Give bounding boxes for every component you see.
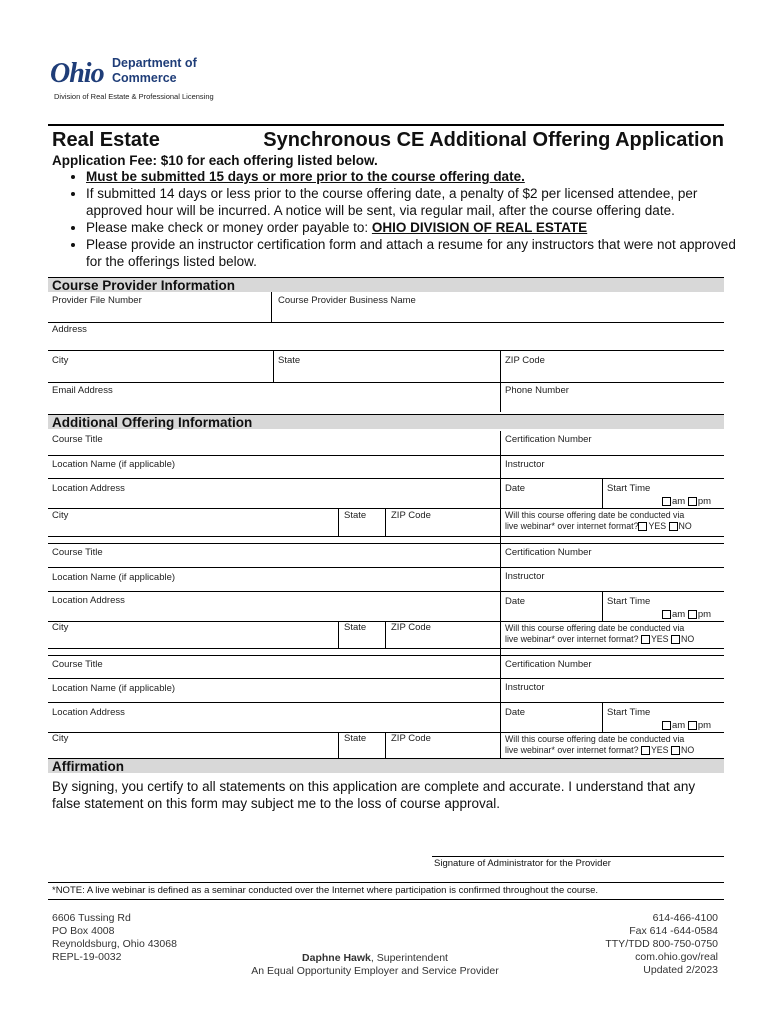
- offering-state-field[interactable]: State: [344, 622, 367, 633]
- form-id: REPL-19-0032: [52, 951, 122, 963]
- provider-zip-field[interactable]: ZIP Code: [505, 355, 545, 366]
- am-checkbox[interactable]: [662, 721, 671, 730]
- course-title-field[interactable]: Course Title: [52, 659, 103, 670]
- fax-number: Fax 614 -644-0584: [629, 925, 718, 937]
- start-time-field[interactable]: Start Time: [607, 707, 651, 718]
- tty-number: TTY/TDD 800-750-0750: [605, 938, 718, 950]
- instructor-field[interactable]: Instructor: [505, 682, 545, 693]
- instructor-field[interactable]: Instructor: [505, 459, 545, 470]
- address-field[interactable]: Address: [52, 324, 87, 335]
- pm-label: pm: [697, 496, 712, 507]
- provider-file-number-field[interactable]: Provider File Number: [52, 295, 142, 306]
- deadline-text: Must be submitted 15 days or more prior to the course offering date.: [86, 169, 525, 184]
- instruction-item: [86, 236, 746, 270]
- webinar-question: Will this course offering date be conducted via live webinar* over internet format? YES NO: [505, 623, 695, 644]
- cert-number-field[interactable]: Certification Number: [505, 659, 592, 670]
- ohio-logo: Ohio: [50, 58, 104, 89]
- department-line-1: Department of: [112, 56, 197, 70]
- pm-checkbox[interactable]: [688, 721, 697, 730]
- webinar-note: *NOTE: A live webinar is defined as a seminar conducted over the Internet where participation is confirmed throughout the course.: [48, 882, 724, 900]
- instruction-item: [86, 168, 746, 185]
- eeo-statement: An Equal Opportunity Employer and Service Provider: [251, 965, 499, 977]
- pm-label: pm: [697, 720, 712, 731]
- offering-state-field[interactable]: State: [344, 510, 367, 521]
- website-link[interactable]: com.ohio.gov/real: [635, 951, 718, 963]
- cert-number-field[interactable]: Certification Number: [505, 434, 592, 445]
- yes-checkbox[interactable]: [641, 635, 650, 644]
- updated-date: Updated 2/2023: [643, 964, 718, 976]
- location-name-field[interactable]: Location Name (if applicable): [52, 572, 176, 583]
- offering-city-field[interactable]: City: [52, 622, 69, 633]
- department-line-2: Commerce: [112, 71, 177, 85]
- am-label: am: [672, 496, 686, 507]
- date-field[interactable]: Date: [505, 483, 526, 494]
- offering-city-field[interactable]: City: [52, 510, 69, 521]
- location-name-field[interactable]: Location Name (if applicable): [52, 683, 176, 694]
- form-title-right: Synchronous CE Additional Offering Application: [263, 129, 724, 151]
- phone-field[interactable]: Phone Number: [505, 385, 569, 396]
- penalty-text: If submitted 14 days or less prior to the course offering date, a penalty of $2 per licensed attendee, per approved hour will be incurred. A notice will be sent, via regular mail, after the course offering date.: [86, 186, 698, 218]
- start-time-field[interactable]: Start Time: [607, 596, 651, 607]
- am-pm-selector: [662, 496, 711, 507]
- signature-line[interactable]: [432, 856, 724, 857]
- offering-zip-field[interactable]: ZIP Code: [391, 733, 431, 744]
- instruction-item: [86, 219, 746, 236]
- yes-checkbox[interactable]: [641, 746, 650, 755]
- am-checkbox[interactable]: [662, 610, 671, 619]
- affirmation-heading: Affirmation: [48, 758, 724, 773]
- provider-city-field[interactable]: City: [52, 355, 69, 366]
- affirmation-text: By signing, you certify to all statements on this application are complete and accurate. I understand that any false statement on this form may subject me to the loss of course approval.: [52, 779, 696, 811]
- am-label: am: [672, 720, 686, 731]
- start-time-field[interactable]: Start Time: [607, 483, 651, 494]
- form-title-row: [48, 124, 724, 156]
- offering-zip-field[interactable]: ZIP Code: [391, 510, 431, 521]
- offering-zip-field[interactable]: ZIP Code: [391, 622, 431, 633]
- payment-text: Please make check or money order payable to:: [86, 220, 372, 235]
- instruction-item: [86, 185, 746, 219]
- phone-number: 614-466-4100: [652, 912, 718, 924]
- form-title-left: Real Estate: [52, 129, 160, 151]
- pm-label: pm: [697, 609, 712, 620]
- date-field[interactable]: Date: [505, 596, 526, 607]
- location-address-field[interactable]: Location Address: [52, 483, 125, 494]
- department-name: [112, 56, 197, 86]
- business-name-field[interactable]: Course Provider Business Name: [278, 295, 416, 306]
- address-line: 6606 Tussing Rd: [52, 912, 131, 924]
- course-title-field[interactable]: Course Title: [52, 547, 103, 558]
- superintendent: Daphne Hawk, Superintendent: [302, 952, 448, 964]
- address-line: PO Box 4008: [52, 925, 115, 937]
- location-address-field[interactable]: Location Address: [52, 595, 125, 606]
- signature-label: Signature of Administrator for the Provider: [434, 858, 611, 869]
- division-name: Division of Real Estate & Professional Licensing: [54, 92, 214, 101]
- instructor-field[interactable]: Instructor: [505, 571, 545, 582]
- pm-checkbox[interactable]: [688, 610, 697, 619]
- address-line: Reynoldsburg, Ohio 43068: [52, 938, 177, 950]
- footer-center: [240, 952, 510, 978]
- provider-state-field[interactable]: State: [278, 355, 301, 366]
- webinar-question: Will this course offering date be conducted via live webinar* over internet format? YES NO: [505, 734, 695, 755]
- footer-address: [52, 912, 177, 964]
- webinar-question: Will this course offering date be conducted via live webinar* over internet format? YES NO: [505, 510, 692, 531]
- no-checkbox[interactable]: [671, 746, 680, 755]
- provider-section-heading: Course Provider Information: [48, 277, 724, 292]
- instructor-text: Please provide an instructor certification form and attach a resume for any instructors that were not approved for the offerings listed below.: [86, 237, 736, 269]
- footer-contact: [605, 912, 718, 977]
- am-checkbox[interactable]: [662, 497, 671, 506]
- offering-city-field[interactable]: City: [52, 733, 69, 744]
- am-pm-selector: [662, 609, 711, 620]
- no-checkbox[interactable]: [669, 522, 678, 531]
- location-name-field[interactable]: Location Name (if applicable): [52, 459, 176, 470]
- instruction-list: [48, 168, 746, 270]
- offering-state-field[interactable]: State: [344, 733, 367, 744]
- am-label: am: [672, 609, 686, 620]
- payee-name: OHIO DIVISION OF REAL ESTATE: [371, 220, 588, 235]
- location-address-field[interactable]: Location Address: [52, 707, 125, 718]
- offering-section-heading: Additional Offering Information: [48, 414, 724, 429]
- pm-checkbox[interactable]: [688, 497, 697, 506]
- no-checkbox[interactable]: [671, 635, 680, 644]
- cert-number-field[interactable]: Certification Number: [505, 547, 592, 558]
- yes-checkbox[interactable]: [638, 522, 647, 531]
- email-field[interactable]: Email Address: [52, 385, 113, 396]
- date-field[interactable]: Date: [505, 707, 526, 718]
- course-title-field[interactable]: Course Title: [52, 434, 103, 445]
- am-pm-selector: [662, 720, 711, 731]
- application-fee: Application Fee: $10 for each offering listed below.: [52, 153, 378, 168]
